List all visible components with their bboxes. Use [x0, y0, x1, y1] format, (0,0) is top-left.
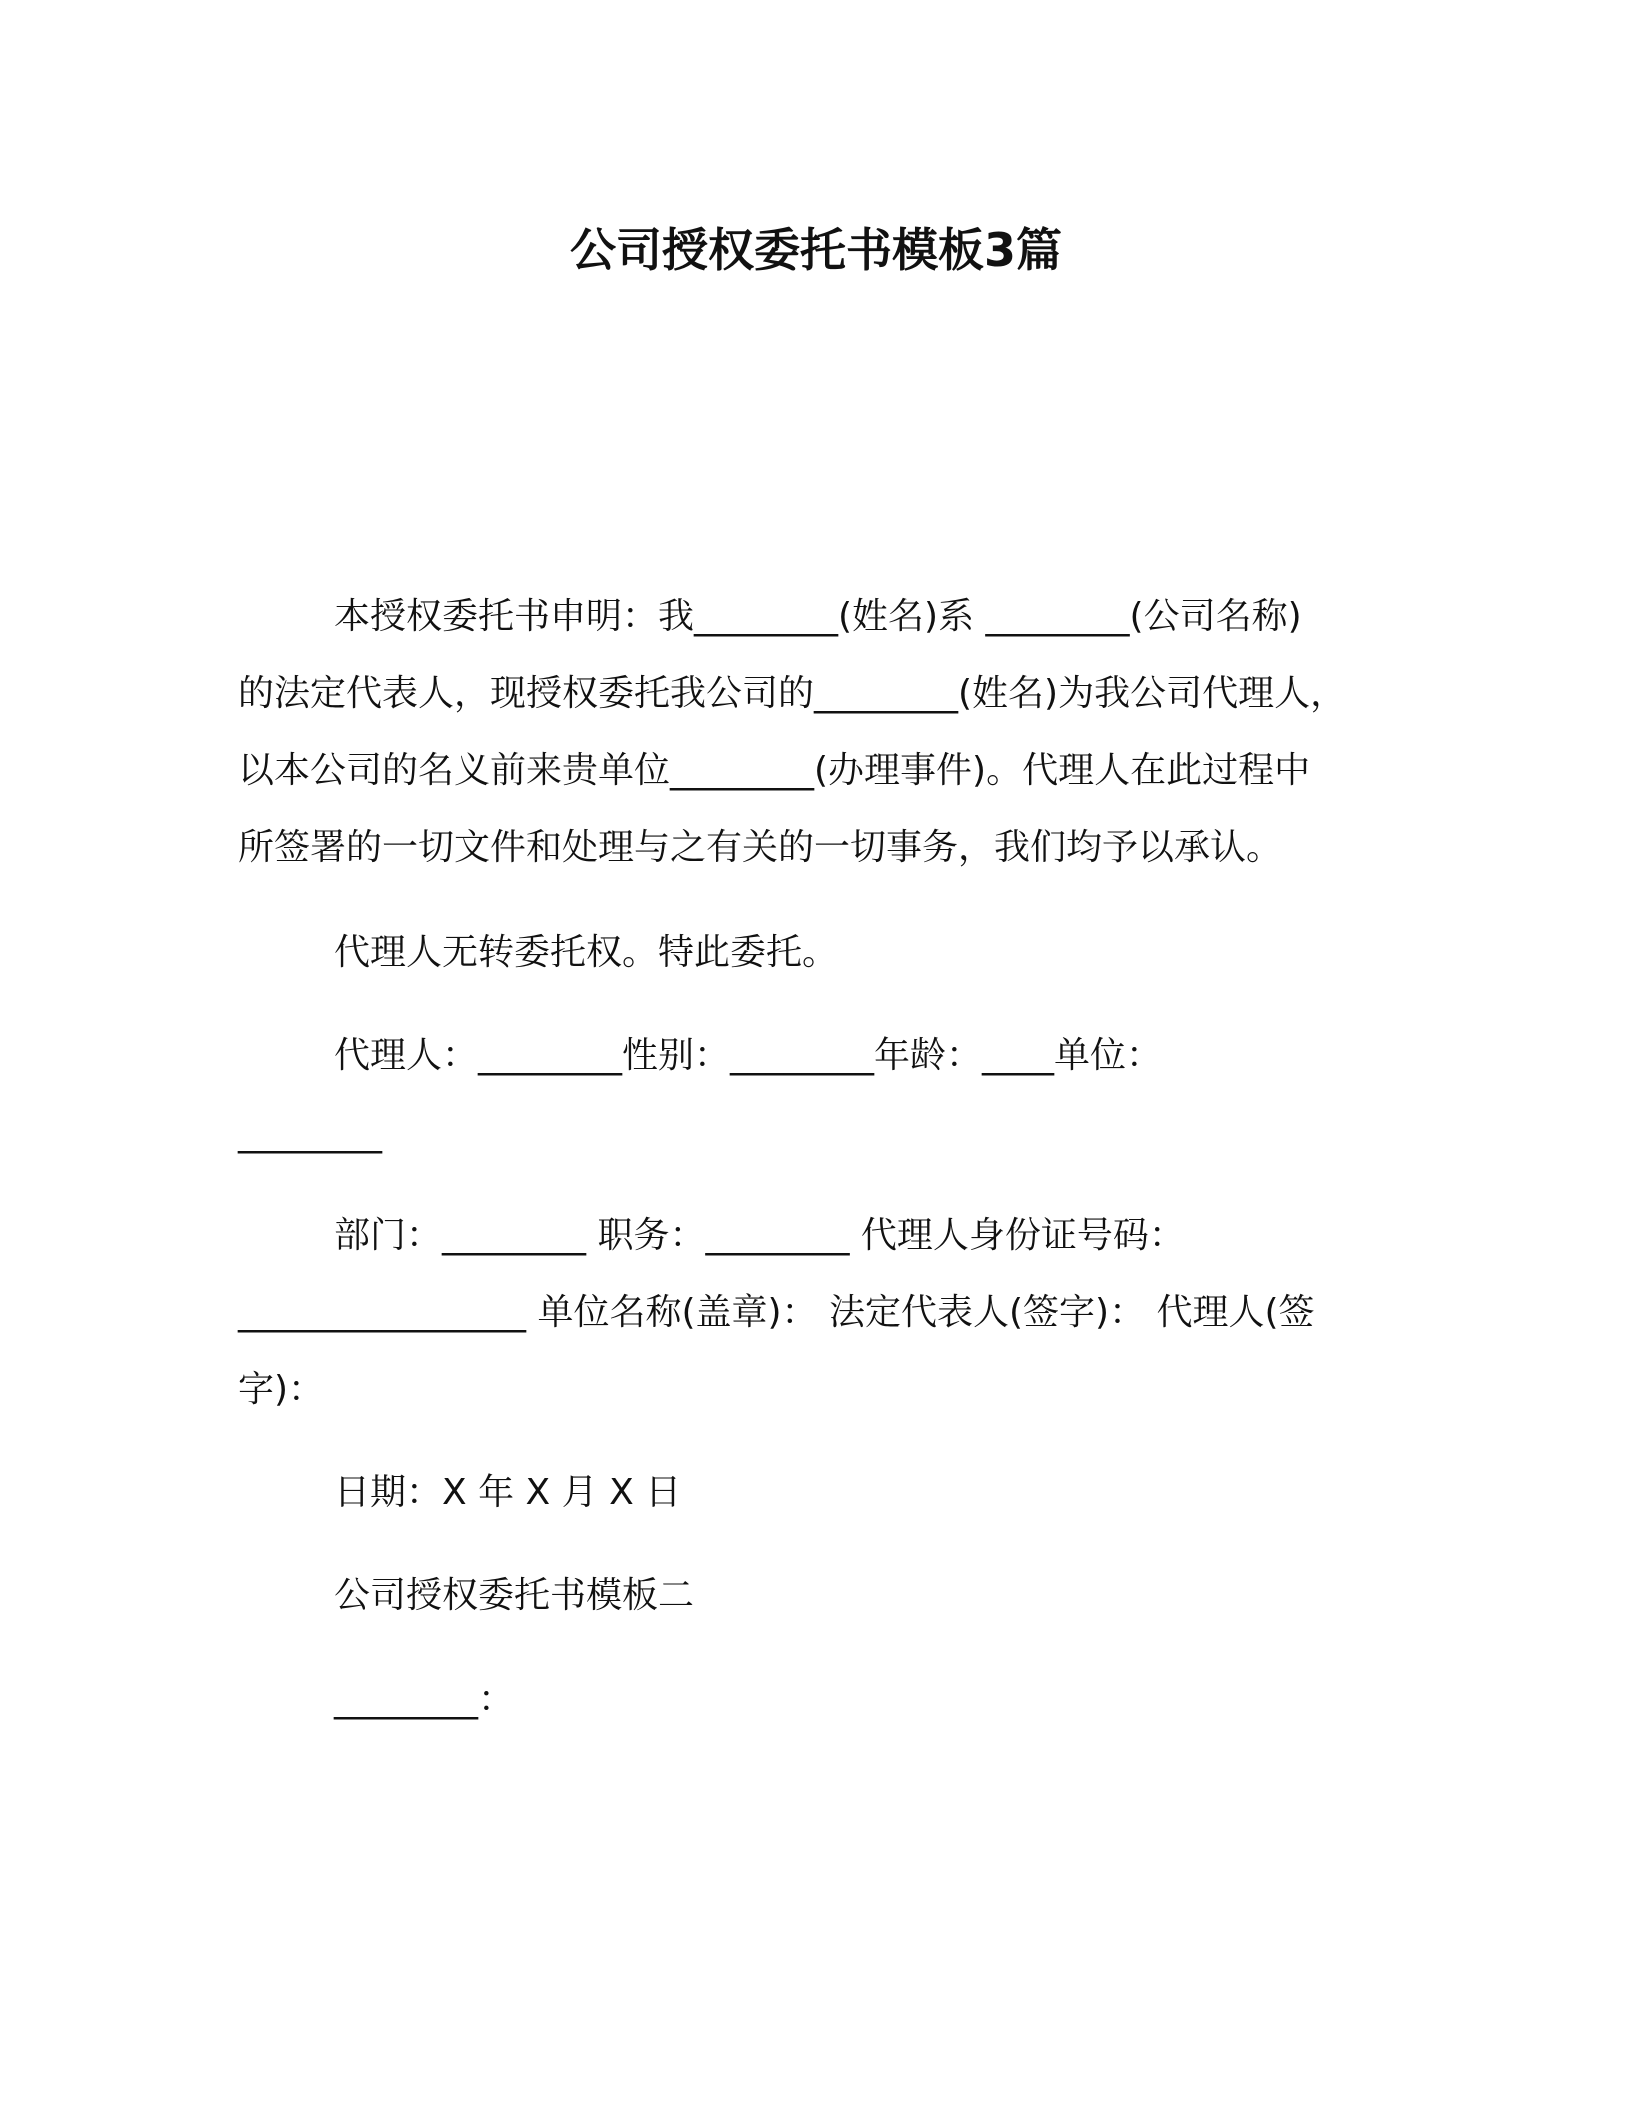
- document-title: 公司授权委托书模板3篇: [569, 223, 1062, 277]
- template-two-heading: 公司授权委托书模板二: [334, 1575, 695, 1616]
- addressee-line: ________：: [334, 1679, 515, 1720]
- paragraph-1-line-1: 本授权委托书申明：我________(姓名)系 ________(公司名称): [334, 596, 1302, 637]
- department-line-2: ________________ 单位名称(盖章)： 法定代表人(签字)： 代理人(签: [238, 1292, 1315, 1333]
- paragraph-1-line-3: 以本公司的名义前来贵单位________(办理事件)。代理人在此过程中: [238, 750, 1311, 791]
- paragraph-1-line-2: 的法定代表人，现授权委托我公司的________(姓名)为我公司代理人，: [238, 673, 1347, 714]
- department-line-3: 字)：: [238, 1369, 325, 1410]
- paragraph-2: 代理人无转委托权。特此委托。: [334, 932, 839, 973]
- paragraph-1-line-4: 所签署的一切文件和处理与之有关的一切事务，我们均予以承认。: [238, 827, 1283, 868]
- agent-info-line-1: 代理人：________性别：________年龄：____单位：: [334, 1035, 1163, 1076]
- department-line-1: 部门：________ 职务：________ 代理人身份证号码：: [334, 1215, 1185, 1256]
- date-line: 日期：X 年 X 月 X 日: [334, 1472, 682, 1513]
- agent-info-line-2: ________: [238, 1113, 382, 1154]
